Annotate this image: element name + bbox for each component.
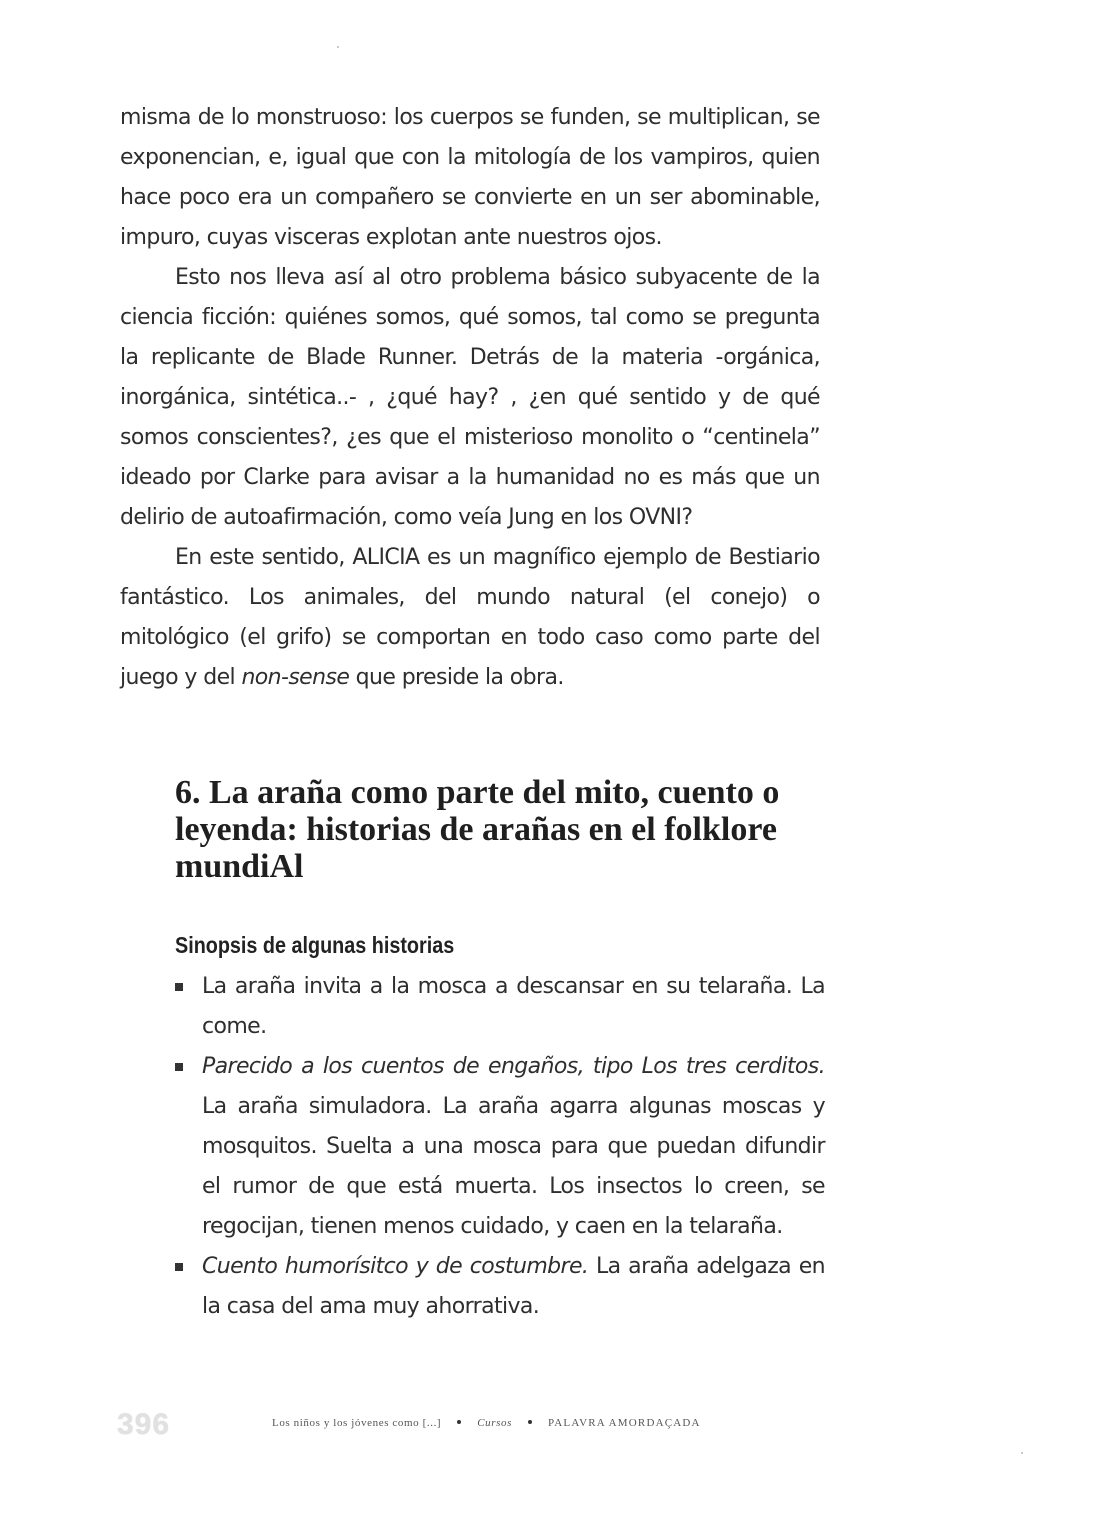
list-item-text [202, 1254, 825, 1319]
text-run: que preside la obra. [349, 665, 564, 690]
paragraph [120, 98, 820, 258]
text-run: La araña invita a la mosca a descansar en su telaraña. La come. [202, 974, 825, 1039]
italic-text: Cuento humorísitco y de costumbre. [202, 1254, 589, 1279]
list-item [175, 1247, 825, 1327]
footer-right-text: PALAVRA AMORDAÇADA [547, 1417, 701, 1429]
italic-text: Parecido a los cuentos de engaños, tipo Los tres cerditos. [202, 1054, 825, 1079]
text-run: Esto nos lleva así al otro problema básico subyacente de la ciencia ficción: quiénes somos, qué somos, tal como se pregunta la replicante de Blade Runner. Detrás de la materia -orgánica, inorgánica, sintética..- , ¿qué hay? , ¿en qué sentido y de qué somos conscientes?, ¿es que el misterioso monolito o “centinela” ideado por Clarke para avisar a la humanidad no es más que un delirio de autoafirmación, como veía Jung en los OVNI? [120, 265, 820, 530]
synopsis-list [175, 967, 825, 1327]
text-run: misma de lo monstruoso: los cuerpos se funden, se multiplican, se exponencian, e, igual que con la mitología de los vampiros, quien hace poco era un compañero se convierte en un ser abominable, impuro, cuyas visceras explotan ante nuestros ojos. [120, 105, 820, 250]
body-text [120, 98, 820, 698]
scan-speck [337, 46, 339, 48]
text-run: La araña simuladora. La araña agarra algunas moscas y mosquitos. Suelta a una mosca para que puedan difundir el rumor de que está muerta. Los insectos lo creen, se regocijan, tienen menos cuidado, y caen en la telaraña. [202, 1094, 825, 1239]
dot-separator-icon [528, 1420, 532, 1424]
square-bullet-icon [175, 983, 183, 991]
text-run: La araña adelgaza en la casa del ama muy ahorrativa. [202, 1254, 825, 1319]
square-bullet-icon [175, 1263, 183, 1271]
section-heading: 6. La araña como parte del mito, cuento o leyenda: historias de arañas en el folklore mundiAl [175, 774, 780, 885]
footer-middle-text: Cursos [477, 1417, 512, 1429]
paragraph [120, 258, 820, 538]
list-item-text [202, 1054, 825, 1239]
square-bullet-icon [175, 1063, 183, 1071]
list-item [175, 967, 825, 1047]
page-footer [0, 1405, 1100, 1445]
italic-text: non-sense [241, 665, 350, 690]
scan-speck [1021, 1452, 1023, 1454]
dot-separator-icon [457, 1420, 461, 1424]
page-number: 396 [117, 1408, 171, 1441]
list-item [175, 1047, 825, 1247]
text-run: En este sentido, ALICIA es un magnífico ejemplo de Bestiario fantástico. Los animales, del mundo natural (el conejo) o mitológico (el grifo) se comportan en todo caso como parte del juego y del [120, 545, 820, 690]
footer-left-text: Los niños y los jóvenes como [...] [272, 1417, 442, 1429]
section-subheading: Sinopsis de algunas historias [175, 932, 455, 958]
paragraph [120, 538, 820, 698]
running-footer [272, 1417, 701, 1429]
list-item-text [202, 974, 825, 1039]
